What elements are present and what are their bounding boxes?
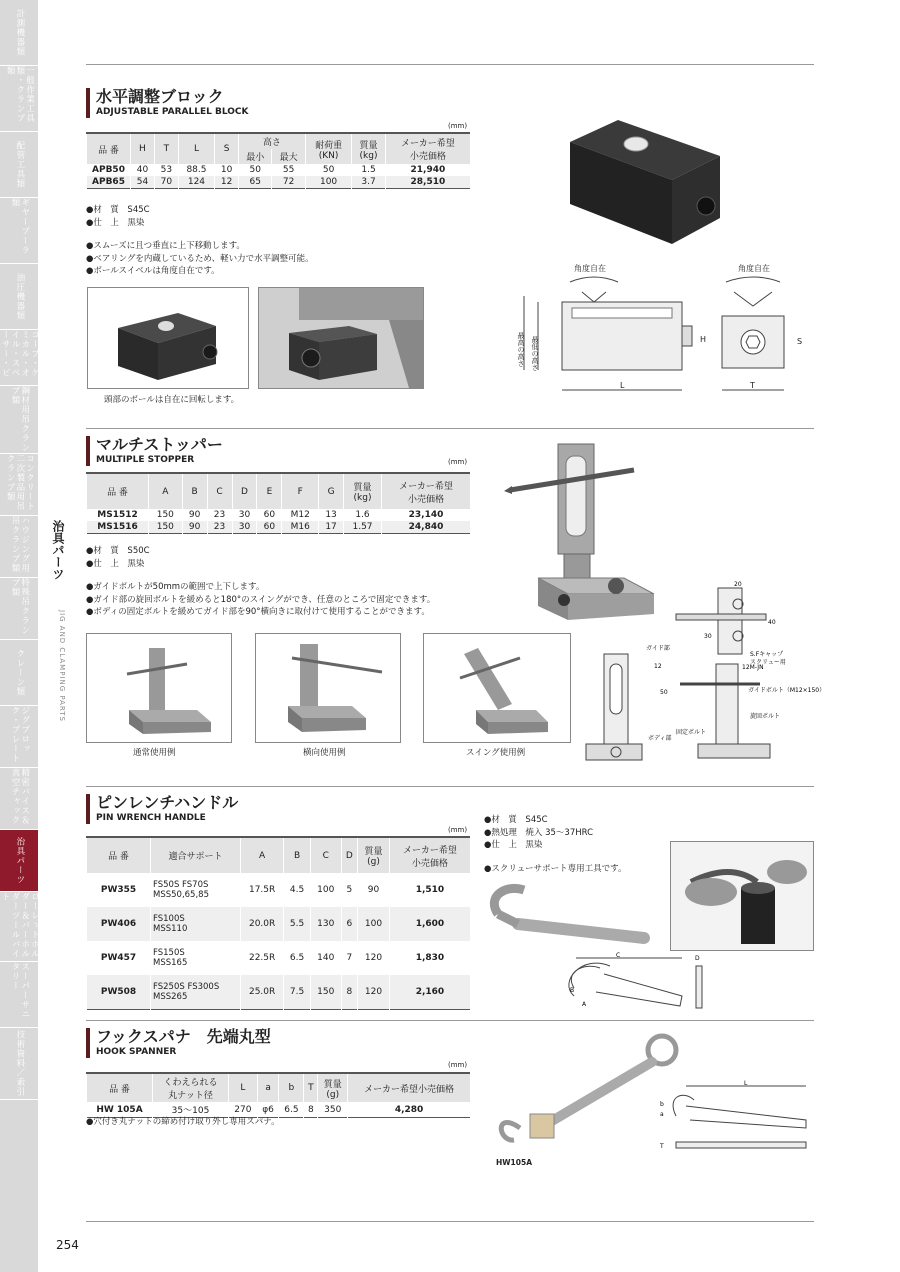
side-tab[interactable]: 油圧機器類 bbox=[0, 264, 38, 330]
col-a: A bbox=[149, 473, 183, 509]
cell: 30 bbox=[232, 521, 257, 534]
cell-price: 24,840 bbox=[382, 521, 471, 534]
category-label: 治具パーツ bbox=[51, 520, 65, 580]
col-s: S bbox=[215, 133, 239, 164]
col-price: メーカー希望 小売価格 bbox=[382, 473, 471, 509]
cell: 150 bbox=[149, 509, 183, 521]
cell: 30 bbox=[232, 509, 257, 521]
feature-line: ●スムーズに且つ垂直に上下移動します。 bbox=[86, 241, 245, 251]
cell-support: FS250S FS300S MSS265 bbox=[151, 975, 241, 1009]
col-d: D bbox=[232, 473, 257, 509]
table-row bbox=[87, 975, 471, 1009]
side-tab[interactable]: コンクリート二次製品用吊クランプ類 bbox=[0, 454, 38, 516]
col-model: 品 番 bbox=[87, 473, 149, 509]
cell: 7.5 bbox=[284, 975, 311, 1009]
col-weight: 質量 (kg) bbox=[344, 473, 382, 509]
dim-t: T bbox=[660, 1143, 664, 1150]
col-support: 適合サポート bbox=[151, 837, 241, 873]
cell: 55 bbox=[272, 164, 305, 176]
cell-price: 1,830 bbox=[389, 941, 470, 975]
apb-spec-table bbox=[86, 132, 470, 189]
col-b: b bbox=[279, 1073, 304, 1102]
col-b: B bbox=[284, 837, 311, 873]
cell: 1.5 bbox=[352, 164, 385, 176]
top-rule bbox=[86, 64, 814, 65]
cell: 90 bbox=[182, 521, 207, 534]
ms-drawing bbox=[572, 580, 826, 780]
col-max: 最大 bbox=[272, 149, 305, 164]
cell-model: HW 105A bbox=[87, 1102, 153, 1118]
table-row bbox=[87, 176, 471, 189]
side-tab[interactable]: 精密バイス＆真空チャック bbox=[0, 768, 38, 830]
table-row bbox=[87, 941, 471, 975]
cell: 270 bbox=[229, 1102, 258, 1118]
cell-support: FS150S MSS165 bbox=[151, 941, 241, 975]
cell: 22.5R bbox=[241, 941, 284, 975]
col-l: L bbox=[178, 133, 214, 164]
side-tab[interactable]: 計測機器類 bbox=[0, 0, 38, 66]
side-tab[interactable]: 技術資料／索引 bbox=[0, 1028, 38, 1100]
cell-price: 23,140 bbox=[382, 509, 471, 521]
col-t: T bbox=[154, 133, 178, 164]
table-row bbox=[87, 164, 471, 176]
dim-a: A bbox=[582, 1001, 587, 1008]
side-tab[interactable]: 鋼材用吊クランプ類 bbox=[0, 386, 38, 454]
side-tab[interactable]: スーパーサニタリー bbox=[0, 962, 38, 1028]
spec-line: ●熱処理 焼入 35～37HRC bbox=[484, 827, 594, 838]
apb-features bbox=[86, 240, 314, 278]
angle-label: 角度自在 bbox=[574, 264, 606, 273]
pw-drawing bbox=[556, 952, 716, 1020]
cell: 120 bbox=[358, 941, 390, 975]
ms-photo-side bbox=[255, 633, 401, 743]
section-rule bbox=[86, 428, 814, 429]
ms-title-jp: マルチストッパー bbox=[96, 435, 223, 454]
cell-price: 4,280 bbox=[348, 1102, 470, 1118]
col-c: C bbox=[207, 473, 232, 509]
cell-model: PW457 bbox=[87, 941, 151, 975]
pw-feature: ●スクリューサポート専用工具です。 bbox=[484, 864, 627, 874]
cell: 3.7 bbox=[352, 176, 385, 189]
col-a: a bbox=[257, 1073, 279, 1102]
cell-price: 1,510 bbox=[389, 873, 470, 907]
dim-l: L bbox=[620, 381, 625, 390]
cell: 12 bbox=[215, 176, 239, 189]
cell-price: 1,600 bbox=[389, 907, 470, 941]
col-t: T bbox=[304, 1073, 318, 1102]
cell: 13 bbox=[319, 509, 344, 521]
cell: 150 bbox=[310, 975, 341, 1009]
section-rule bbox=[86, 786, 814, 787]
cell-price: 21,940 bbox=[385, 164, 470, 176]
cell: M16 bbox=[282, 521, 319, 534]
dim-d: D bbox=[695, 955, 700, 962]
hs-drawing bbox=[656, 1076, 816, 1160]
cell: 20.0R bbox=[241, 907, 284, 941]
ms-photo-swing bbox=[423, 633, 571, 743]
turn-bolt-label: 旋回ボルト bbox=[750, 713, 781, 720]
ms-unit: (mm) bbox=[448, 458, 468, 466]
ms-caption-swing: スイング使用例 bbox=[466, 748, 526, 758]
col-g: G bbox=[319, 473, 344, 509]
ms-caption-normal: 通常使用例 bbox=[133, 748, 176, 758]
cell: 23 bbox=[207, 509, 232, 521]
cell-price: 2,160 bbox=[389, 975, 470, 1009]
cell: 35～105 bbox=[153, 1102, 229, 1118]
guide-label: ガイド部 bbox=[646, 645, 670, 652]
pw-title-en: PIN WRENCH HANDLE bbox=[96, 813, 206, 823]
screw-label: スクリュー用 bbox=[750, 659, 786, 666]
cell-model: PW406 bbox=[87, 907, 151, 941]
side-tab[interactable]: ローレットホルダー＆バーホルダーツールバイト bbox=[0, 892, 38, 962]
cell: 17.5R bbox=[241, 873, 284, 907]
col-price: メーカー希望 小売価格 bbox=[385, 133, 470, 164]
apb-title bbox=[86, 88, 248, 118]
cell: 65 bbox=[239, 176, 272, 189]
cell: 1.6 bbox=[344, 509, 382, 521]
col-nut: くわえられる 丸ナット径 bbox=[153, 1073, 229, 1102]
angle-label-2: 角度自在 bbox=[738, 264, 770, 273]
col-h: H bbox=[131, 133, 155, 164]
dim-s: S bbox=[797, 337, 803, 346]
col-e: E bbox=[257, 473, 282, 509]
table-row bbox=[87, 873, 471, 907]
hs-note: ●穴付き丸ナットの締め付け取り外し専用スパナ。 bbox=[86, 1117, 280, 1127]
cell: 100 bbox=[310, 873, 341, 907]
spec-line: ●材 質 S45C bbox=[86, 205, 150, 215]
cell: 60 bbox=[257, 521, 282, 534]
side-tab[interactable]: 特殊吊クランプ類 bbox=[0, 578, 38, 640]
table-row bbox=[87, 521, 471, 534]
ms-title-en: MULTIPLE STOPPER bbox=[96, 455, 195, 465]
cell: 50 bbox=[305, 164, 351, 176]
bottom-rule bbox=[86, 1221, 814, 1222]
col-model: 品 番 bbox=[87, 133, 131, 164]
cell: 100 bbox=[358, 907, 390, 941]
col-model: 品 番 bbox=[87, 837, 151, 873]
col-model: 品 番 bbox=[87, 1073, 153, 1102]
cell: 100 bbox=[305, 176, 351, 189]
spec-line: ●仕 上 黒染 bbox=[86, 558, 145, 569]
cell: φ6 bbox=[257, 1102, 279, 1118]
apb-title-jp: 水平調整ブロック bbox=[96, 87, 224, 106]
cell-model: PW508 bbox=[87, 975, 151, 1009]
col-height: 高さ bbox=[239, 133, 306, 149]
hs-unit: (mm) bbox=[448, 1061, 468, 1069]
page-number: 254 bbox=[56, 1238, 79, 1252]
cell-model: APB50 bbox=[87, 164, 131, 176]
dim-l: L bbox=[744, 1080, 748, 1087]
apb-main-photo bbox=[556, 112, 724, 254]
col-load: 耐荷重 (KN) bbox=[305, 133, 351, 164]
spec-line: ●材 質 S50C bbox=[86, 546, 150, 556]
cell-model: PW355 bbox=[87, 873, 151, 907]
col-weight: 質量 (kg) bbox=[352, 133, 385, 164]
cell: 90 bbox=[358, 873, 390, 907]
cell: 40 bbox=[131, 164, 155, 176]
category-label-en: JIG AND CLAMPING PARTS bbox=[58, 610, 66, 723]
ms-spec-table bbox=[86, 472, 470, 534]
ms-caption-side: 横向使用例 bbox=[303, 748, 346, 758]
apb-unit: (mm) bbox=[448, 122, 468, 130]
cell: 6.5 bbox=[279, 1102, 304, 1118]
dim-c: C bbox=[616, 952, 621, 959]
cell: 1.57 bbox=[344, 521, 382, 534]
cell: 88.5 bbox=[178, 164, 214, 176]
cap-label: S.Fキャップ bbox=[750, 651, 784, 658]
pw-title-jp: ピンレンチハンドル bbox=[96, 793, 239, 812]
col-weight: 質量 (g) bbox=[358, 837, 390, 873]
cell: 8 bbox=[341, 975, 357, 1009]
col-b: B bbox=[182, 473, 207, 509]
dim-40: 40 bbox=[768, 619, 776, 626]
section-rule bbox=[86, 1020, 814, 1021]
dim-b: b bbox=[660, 1101, 664, 1108]
cell: 60 bbox=[257, 509, 282, 521]
apb-specs bbox=[86, 204, 150, 229]
cell: 50 bbox=[239, 164, 272, 176]
col-min: 最小 bbox=[239, 149, 272, 164]
cell: 130 bbox=[310, 907, 341, 941]
side-tab-bar bbox=[0, 0, 50, 1272]
side-tab[interactable]: マイクロスコープ・ケミカル・オイル・スペーサー・ビ bbox=[0, 330, 38, 386]
min-height-label: 最低の高さ bbox=[531, 336, 539, 371]
col-weight: 質量 (g) bbox=[318, 1073, 348, 1102]
dim-20: 20 bbox=[734, 581, 742, 588]
pw-spec-table bbox=[86, 836, 470, 1010]
cell: 54 bbox=[131, 176, 155, 189]
apb-title-en: ADJUSTABLE PARALLEL BLOCK bbox=[96, 107, 249, 117]
dim-a: a bbox=[660, 1111, 664, 1118]
cell: 6.5 bbox=[284, 941, 311, 975]
side-tab[interactable]: ギヤープーラ類 bbox=[0, 198, 38, 264]
apb-drawing bbox=[510, 262, 810, 402]
cell: 8 bbox=[304, 1102, 318, 1118]
col-l: L bbox=[229, 1073, 258, 1102]
body-label: ボディ部 bbox=[648, 735, 672, 742]
apb-caption: 頭部のボールは自在に回転します。 bbox=[104, 395, 240, 405]
pw-unit: (mm) bbox=[448, 826, 468, 834]
ms-features bbox=[86, 581, 435, 619]
cell: 72 bbox=[272, 176, 305, 189]
hs-title bbox=[86, 1028, 271, 1058]
side-tab[interactable]: 配管工具類 bbox=[0, 132, 38, 198]
pw-specs bbox=[484, 814, 593, 852]
ms-title bbox=[86, 436, 223, 466]
cell: 25.0R bbox=[241, 975, 284, 1009]
feature-line: ●ガイド部の旋回ボルトを緩めると180°のスイングができ、任意のところで固定できます。 bbox=[86, 594, 436, 605]
cell: 53 bbox=[154, 164, 178, 176]
feature-line: ●ボールスイベルは角度自在です。 bbox=[86, 266, 220, 276]
col-f: F bbox=[282, 473, 319, 509]
cell: 5.5 bbox=[284, 907, 311, 941]
col-price: メーカー希望小売価格 bbox=[348, 1073, 470, 1102]
side-tab[interactable]: 一般作業工具類・クランプ類 bbox=[0, 66, 38, 132]
table-row bbox=[87, 907, 471, 941]
cell: 10 bbox=[215, 164, 239, 176]
cell-model: MS1512 bbox=[87, 509, 149, 521]
dim-30: 30 bbox=[704, 633, 712, 640]
cell: 23 bbox=[207, 521, 232, 534]
feature-line: ●ベアリングを内蔵しているため、軽い力で水平調整可能。 bbox=[86, 253, 314, 264]
side-tab[interactable]: ジグブロック・プレート bbox=[0, 706, 38, 768]
spec-line: ●仕 上 黒染 bbox=[86, 217, 145, 228]
spec-line: ●仕 上 黒染 bbox=[484, 840, 543, 850]
cell-model: MS1516 bbox=[87, 521, 149, 534]
cell: 4.5 bbox=[284, 873, 311, 907]
pw-photo bbox=[484, 884, 656, 950]
dim-t: T bbox=[750, 381, 755, 390]
spec-line: ●材 質 S45C bbox=[484, 815, 548, 825]
col-d: D bbox=[341, 837, 357, 873]
cell: 6 bbox=[341, 907, 357, 941]
feature-line: ●ボディの固定ボルトを緩めてガイド部を90°横向きに取付けて使用することができます。 bbox=[86, 607, 430, 617]
cell-model: APB65 bbox=[87, 176, 131, 189]
cell-support: FS50S FS70S MSS50,65,85 bbox=[151, 873, 241, 907]
cell: 5 bbox=[341, 873, 357, 907]
cell: 70 bbox=[154, 176, 178, 189]
cell: 7 bbox=[341, 941, 357, 975]
side-tab[interactable]: 治具パーツ bbox=[0, 830, 38, 892]
dim-b: B bbox=[570, 987, 575, 994]
cell: M12 bbox=[282, 509, 319, 521]
feature-line: ●ガイドボルトが50mmの範囲で上下します。 bbox=[86, 582, 265, 592]
col-c: C bbox=[310, 837, 341, 873]
apb-photo-1 bbox=[87, 287, 249, 389]
dim-50: 50 bbox=[660, 689, 668, 696]
table-row bbox=[87, 509, 471, 521]
hs-spec-table bbox=[86, 1072, 470, 1118]
hs-title-jp: フックスパナ 先端丸型 bbox=[96, 1027, 271, 1046]
cell: 124 bbox=[178, 176, 214, 189]
fix-bolt-label: 固定ボルト bbox=[676, 729, 707, 736]
dim-12: 12 bbox=[654, 663, 662, 670]
cell-support: FS100S MSS110 bbox=[151, 907, 241, 941]
hs-title-en: HOOK SPANNER bbox=[96, 1047, 177, 1057]
col-price: メーカー希望 小売価格 bbox=[389, 837, 470, 873]
ms-photo-normal bbox=[86, 633, 232, 743]
cell: 140 bbox=[310, 941, 341, 975]
pw-usage-photo bbox=[670, 841, 814, 951]
col-a: A bbox=[241, 837, 284, 873]
guide-bolt-label: ガイドボルト（M12×150） bbox=[748, 687, 826, 694]
ms-specs bbox=[86, 545, 150, 570]
side-tab[interactable]: ハウジング用吊クランプ類 bbox=[0, 516, 38, 578]
pw-title bbox=[86, 794, 238, 824]
m12-label: 12M-JN bbox=[742, 664, 764, 671]
max-height-label: 最高の高さ bbox=[517, 332, 525, 367]
cell-price: 28,510 bbox=[385, 176, 470, 189]
dim-h: H bbox=[700, 335, 707, 344]
cell: 17 bbox=[319, 521, 344, 534]
cell: 90 bbox=[182, 509, 207, 521]
cell: 150 bbox=[149, 521, 183, 534]
side-tab[interactable]: クレーン類 bbox=[0, 640, 38, 706]
cell: 350 bbox=[318, 1102, 348, 1118]
cell: 120 bbox=[358, 975, 390, 1009]
apb-photo-2 bbox=[258, 287, 424, 389]
hs-label: HW105A bbox=[496, 1158, 533, 1167]
